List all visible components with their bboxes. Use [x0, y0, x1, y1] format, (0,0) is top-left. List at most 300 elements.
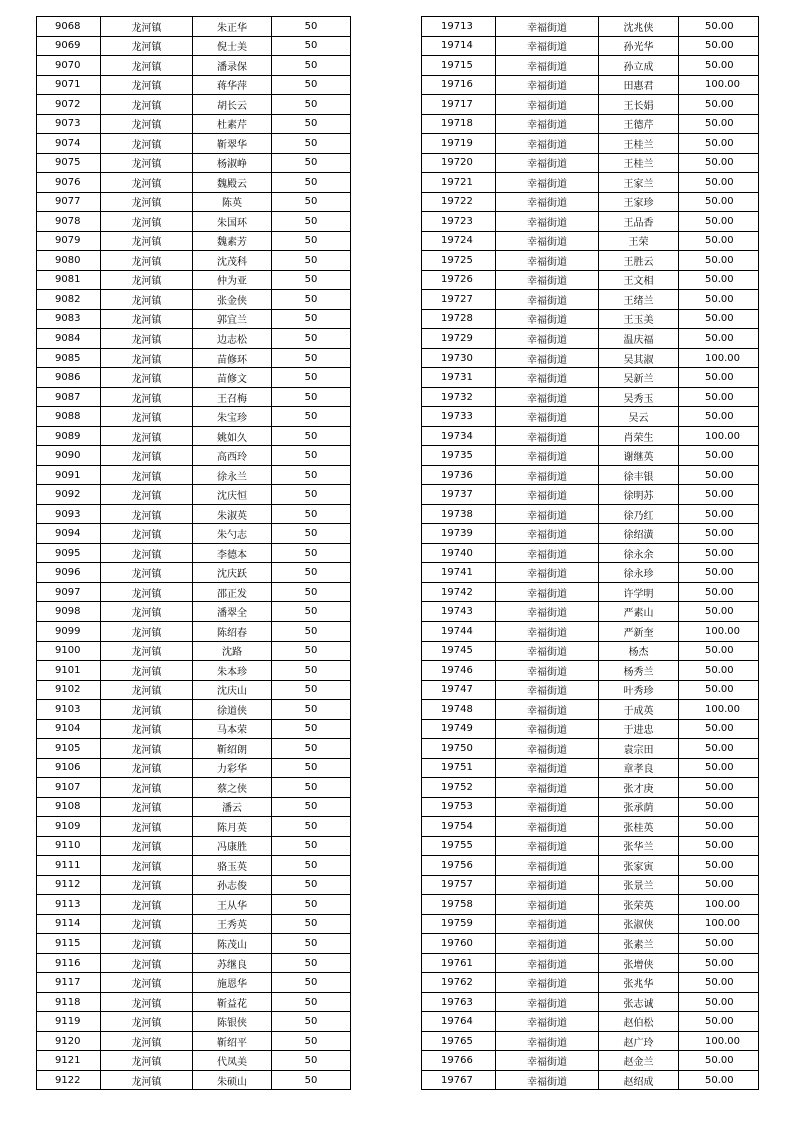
- town-cell: 龙河镇: [101, 368, 193, 388]
- amount-cell: 50.00: [679, 134, 759, 154]
- serial-number-cell: 9091: [37, 465, 101, 485]
- town-cell: 龙河镇: [101, 75, 193, 95]
- table-row: [422, 95, 759, 115]
- person-name-cell: 张兆华: [599, 973, 679, 993]
- amount-cell: 50: [272, 75, 351, 95]
- serial-number-cell: 9110: [37, 836, 101, 856]
- serial-number-cell: 19723: [422, 212, 496, 232]
- amount-cell: 50: [272, 563, 351, 583]
- serial-number-cell: 9101: [37, 661, 101, 681]
- amount-cell: 50.00: [679, 212, 759, 232]
- amount-cell: 50: [272, 114, 351, 134]
- amount-cell: 50.00: [679, 1070, 759, 1090]
- serial-number-cell: 9113: [37, 895, 101, 915]
- person-name-cell: 赵金兰: [599, 1051, 679, 1071]
- person-name-cell: 徐永余: [599, 543, 679, 563]
- amount-cell: 50: [272, 758, 351, 778]
- table-row: [37, 739, 351, 759]
- person-name-cell: 蒋华萍: [193, 75, 272, 95]
- table-row: [37, 875, 351, 895]
- amount-cell: 50.00: [679, 836, 759, 856]
- serial-number-cell: 9114: [37, 914, 101, 934]
- serial-number-cell: 19764: [422, 1012, 496, 1032]
- person-name-cell: 李德本: [193, 543, 272, 563]
- table-row: [422, 153, 759, 173]
- person-name-cell: 朱宝珍: [193, 407, 272, 427]
- town-cell: 幸福街道: [496, 36, 599, 56]
- serial-number-cell: 9077: [37, 192, 101, 212]
- serial-number-cell: 19757: [422, 875, 496, 895]
- table-row: [37, 582, 351, 602]
- table-row: [37, 95, 351, 115]
- serial-number-cell: 9103: [37, 700, 101, 720]
- serial-number-cell: 19759: [422, 914, 496, 934]
- amount-cell: 50: [272, 212, 351, 232]
- table-row: [37, 36, 351, 56]
- serial-number-cell: 19719: [422, 134, 496, 154]
- serial-number-cell: 9118: [37, 992, 101, 1012]
- table-row: [37, 504, 351, 524]
- table-row: [422, 875, 759, 895]
- table-row: [37, 641, 351, 661]
- town-cell: 幸福街道: [496, 895, 599, 915]
- serial-number-cell: 19749: [422, 719, 496, 739]
- town-cell: 龙河镇: [101, 524, 193, 544]
- table-row: [422, 797, 759, 817]
- table-row: [422, 953, 759, 973]
- amount-cell: 100.00: [679, 895, 759, 915]
- amount-cell: 50.00: [679, 368, 759, 388]
- serial-number-cell: 9079: [37, 231, 101, 251]
- serial-number-cell: 19754: [422, 817, 496, 837]
- table-row: [37, 856, 351, 876]
- person-name-cell: 温庆福: [599, 329, 679, 349]
- person-name-cell: 张承荫: [599, 797, 679, 817]
- amount-cell: 50: [272, 875, 351, 895]
- serial-number-cell: 19713: [422, 17, 496, 37]
- person-name-cell: 王长娟: [599, 95, 679, 115]
- town-cell: 幸福街道: [496, 446, 599, 466]
- person-name-cell: 代凤美: [193, 1051, 272, 1071]
- town-cell: 幸福街道: [496, 836, 599, 856]
- serial-number-cell: 19720: [422, 153, 496, 173]
- amount-cell: 50: [272, 446, 351, 466]
- table-row: [422, 36, 759, 56]
- amount-cell: 50.00: [679, 934, 759, 954]
- amount-cell: 50.00: [679, 446, 759, 466]
- table-row: [37, 817, 351, 837]
- serial-number-cell: 9081: [37, 270, 101, 290]
- table-row: [422, 719, 759, 739]
- table-row: [422, 75, 759, 95]
- town-cell: 龙河镇: [101, 212, 193, 232]
- serial-number-cell: 19735: [422, 446, 496, 466]
- person-name-cell: 赵广玲: [599, 1031, 679, 1051]
- table-row: [37, 485, 351, 505]
- table-row: [422, 212, 759, 232]
- amount-cell: 50: [272, 1012, 351, 1032]
- serial-number-cell: 9095: [37, 543, 101, 563]
- amount-cell: 50.00: [679, 543, 759, 563]
- table-row: [422, 758, 759, 778]
- table-row: [37, 973, 351, 993]
- serial-number-cell: 9086: [37, 368, 101, 388]
- person-name-cell: 魏素芳: [193, 231, 272, 251]
- town-cell: 龙河镇: [101, 758, 193, 778]
- table-row: [422, 973, 759, 993]
- amount-cell: 50.00: [679, 758, 759, 778]
- town-cell: 幸福街道: [496, 524, 599, 544]
- serial-number-cell: 19714: [422, 36, 496, 56]
- amount-cell: 50: [272, 621, 351, 641]
- amount-cell: 50: [272, 719, 351, 739]
- table-row: [422, 1051, 759, 1071]
- amount-cell: 50.00: [679, 153, 759, 173]
- town-cell: 幸福街道: [496, 621, 599, 641]
- serial-number-cell: 9069: [37, 36, 101, 56]
- table-row: [422, 485, 759, 505]
- amount-cell: 100.00: [679, 621, 759, 641]
- table-row: [422, 329, 759, 349]
- town-cell: 幸福街道: [496, 348, 599, 368]
- amount-cell: 50.00: [679, 95, 759, 115]
- amount-cell: 50.00: [679, 524, 759, 544]
- amount-cell: 50.00: [679, 36, 759, 56]
- table-row: [37, 661, 351, 681]
- person-name-cell: 骆玉英: [193, 856, 272, 876]
- town-cell: 龙河镇: [101, 173, 193, 193]
- person-name-cell: 陈英: [193, 192, 272, 212]
- town-cell: 幸福街道: [496, 134, 599, 154]
- amount-cell: 100.00: [679, 348, 759, 368]
- person-name-cell: 徐道侠: [193, 700, 272, 720]
- town-cell: 龙河镇: [101, 1031, 193, 1051]
- left-roster-table: [36, 16, 351, 1090]
- table-row: [37, 329, 351, 349]
- serial-number-cell: 9104: [37, 719, 101, 739]
- table-row: [37, 407, 351, 427]
- person-name-cell: 赵绍成: [599, 1070, 679, 1090]
- table-row: [37, 17, 351, 37]
- amount-cell: 50: [272, 524, 351, 544]
- amount-cell: 50: [272, 426, 351, 446]
- amount-cell: 50: [272, 778, 351, 798]
- table-row: [37, 114, 351, 134]
- person-name-cell: 王胜云: [599, 251, 679, 271]
- town-cell: 幸福街道: [496, 485, 599, 505]
- amount-cell: 50.00: [679, 56, 759, 76]
- amount-cell: 50: [272, 270, 351, 290]
- amount-cell: 50: [272, 387, 351, 407]
- amount-cell: 50.00: [679, 270, 759, 290]
- serial-number-cell: 19715: [422, 56, 496, 76]
- town-cell: 龙河镇: [101, 719, 193, 739]
- person-name-cell: 王绪兰: [599, 290, 679, 310]
- table-row: [37, 836, 351, 856]
- serial-number-cell: 19753: [422, 797, 496, 817]
- amount-cell: 50: [272, 797, 351, 817]
- serial-number-cell: 9098: [37, 602, 101, 622]
- amount-cell: 50.00: [679, 17, 759, 37]
- serial-number-cell: 9083: [37, 309, 101, 329]
- serial-number-cell: 19763: [422, 992, 496, 1012]
- amount-cell: 50: [272, 368, 351, 388]
- table-row: [422, 173, 759, 193]
- table-row: [37, 1070, 351, 1090]
- person-name-cell: 张增侠: [599, 953, 679, 973]
- town-cell: 龙河镇: [101, 641, 193, 661]
- serial-number-cell: 19742: [422, 582, 496, 602]
- person-name-cell: 朱国环: [193, 212, 272, 232]
- serial-number-cell: 9107: [37, 778, 101, 798]
- amount-cell: 50.00: [679, 251, 759, 271]
- person-name-cell: 朱硕山: [193, 1070, 272, 1090]
- amount-cell: 50: [272, 582, 351, 602]
- person-name-cell: 吴云: [599, 407, 679, 427]
- table-row: [37, 1051, 351, 1071]
- table-row: [422, 192, 759, 212]
- amount-cell: 50.00: [679, 114, 759, 134]
- person-name-cell: 陈月英: [193, 817, 272, 837]
- person-name-cell: 沈庆山: [193, 680, 272, 700]
- serial-number-cell: 9097: [37, 582, 101, 602]
- person-name-cell: 王家兰: [599, 173, 679, 193]
- serial-number-cell: 19748: [422, 700, 496, 720]
- table-row: [422, 290, 759, 310]
- town-cell: 龙河镇: [101, 875, 193, 895]
- table-row: [37, 309, 351, 329]
- table-row: [422, 251, 759, 271]
- amount-cell: 100.00: [679, 700, 759, 720]
- amount-cell: 50: [272, 661, 351, 681]
- town-cell: 龙河镇: [101, 114, 193, 134]
- town-cell: 幸福街道: [496, 1051, 599, 1071]
- person-name-cell: 胡长云: [193, 95, 272, 115]
- amount-cell: 50: [272, 1070, 351, 1090]
- serial-number-cell: 19729: [422, 329, 496, 349]
- table-row: [37, 1031, 351, 1051]
- town-cell: 龙河镇: [101, 836, 193, 856]
- table-row: [37, 680, 351, 700]
- town-cell: 龙河镇: [101, 309, 193, 329]
- town-cell: 幸福街道: [496, 875, 599, 895]
- person-name-cell: 王召梅: [193, 387, 272, 407]
- serial-number-cell: 9106: [37, 758, 101, 778]
- amount-cell: 50: [272, 1031, 351, 1051]
- serial-number-cell: 9072: [37, 95, 101, 115]
- person-name-cell: 沈茂科: [193, 251, 272, 271]
- table-row: [422, 407, 759, 427]
- serial-number-cell: 9076: [37, 173, 101, 193]
- town-cell: 幸福街道: [496, 1070, 599, 1090]
- town-cell: 幸福街道: [496, 270, 599, 290]
- person-name-cell: 朱正华: [193, 17, 272, 37]
- town-cell: 龙河镇: [101, 387, 193, 407]
- person-name-cell: 张桂英: [599, 817, 679, 837]
- amount-cell: 50: [272, 485, 351, 505]
- town-cell: 幸福街道: [496, 758, 599, 778]
- town-cell: 龙河镇: [101, 329, 193, 349]
- town-cell: 幸福街道: [496, 934, 599, 954]
- table-row: [422, 1012, 759, 1032]
- town-cell: 龙河镇: [101, 1070, 193, 1090]
- serial-number-cell: 9093: [37, 504, 101, 524]
- amount-cell: 50.00: [679, 173, 759, 193]
- serial-number-cell: 19756: [422, 856, 496, 876]
- table-row: [37, 465, 351, 485]
- town-cell: 龙河镇: [101, 680, 193, 700]
- table-row: [422, 778, 759, 798]
- amount-cell: 50.00: [679, 192, 759, 212]
- person-name-cell: 徐永兰: [193, 465, 272, 485]
- amount-cell: 50: [272, 348, 351, 368]
- table-row: [422, 700, 759, 720]
- serial-number-cell: 19730: [422, 348, 496, 368]
- town-cell: 龙河镇: [101, 407, 193, 427]
- person-name-cell: 潘云: [193, 797, 272, 817]
- serial-number-cell: 19755: [422, 836, 496, 856]
- person-name-cell: 杨淑峥: [193, 153, 272, 173]
- table-row: [37, 621, 351, 641]
- town-cell: 龙河镇: [101, 1051, 193, 1071]
- serial-number-cell: 9117: [37, 973, 101, 993]
- amount-cell: 50.00: [679, 992, 759, 1012]
- town-cell: 龙河镇: [101, 485, 193, 505]
- town-cell: 龙河镇: [101, 856, 193, 876]
- table-row: [422, 387, 759, 407]
- serial-number-cell: 19716: [422, 75, 496, 95]
- amount-cell: 50: [272, 56, 351, 76]
- amount-cell: 50: [272, 173, 351, 193]
- person-name-cell: 张淑侠: [599, 914, 679, 934]
- table-row: [422, 895, 759, 915]
- town-cell: 龙河镇: [101, 36, 193, 56]
- person-name-cell: 张素兰: [599, 934, 679, 954]
- serial-number-cell: 19727: [422, 290, 496, 310]
- table-row: [37, 602, 351, 622]
- table-row: [422, 368, 759, 388]
- table-row: [422, 680, 759, 700]
- serial-number-cell: 9109: [37, 817, 101, 837]
- amount-cell: 50.00: [679, 680, 759, 700]
- amount-cell: 50: [272, 407, 351, 427]
- table-row: [422, 504, 759, 524]
- person-name-cell: 潘录保: [193, 56, 272, 76]
- serial-number-cell: 9068: [37, 17, 101, 37]
- person-name-cell: 张才庚: [599, 778, 679, 798]
- town-cell: 幸福街道: [496, 543, 599, 563]
- person-name-cell: 陈绍春: [193, 621, 272, 641]
- table-row: [37, 251, 351, 271]
- town-cell: 龙河镇: [101, 231, 193, 251]
- table-row: [422, 856, 759, 876]
- town-cell: 龙河镇: [101, 992, 193, 1012]
- serial-number-cell: 19732: [422, 387, 496, 407]
- person-name-cell: 王文相: [599, 270, 679, 290]
- amount-cell: 50: [272, 309, 351, 329]
- table-row: [37, 173, 351, 193]
- serial-number-cell: 19744: [422, 621, 496, 641]
- person-name-cell: 张荣英: [599, 895, 679, 915]
- table-row: [422, 992, 759, 1012]
- table-row: [37, 524, 351, 544]
- amount-cell: 50.00: [679, 797, 759, 817]
- amount-cell: 50: [272, 134, 351, 154]
- table-row: [422, 524, 759, 544]
- town-cell: 幸福街道: [496, 739, 599, 759]
- town-cell: 幸福街道: [496, 368, 599, 388]
- person-name-cell: 章孝良: [599, 758, 679, 778]
- serial-number-cell: 19745: [422, 641, 496, 661]
- person-name-cell: 王荣: [599, 231, 679, 251]
- town-cell: 幸福街道: [496, 465, 599, 485]
- person-name-cell: 于成英: [599, 700, 679, 720]
- town-cell: 龙河镇: [101, 504, 193, 524]
- serial-number-cell: 9121: [37, 1051, 101, 1071]
- amount-cell: 50: [272, 192, 351, 212]
- amount-cell: 100.00: [679, 914, 759, 934]
- town-cell: 幸福街道: [496, 641, 599, 661]
- town-cell: 龙河镇: [101, 348, 193, 368]
- person-name-cell: 陈茂山: [193, 934, 272, 954]
- table-row: [37, 895, 351, 915]
- serial-number-cell: 9085: [37, 348, 101, 368]
- person-name-cell: 叶秀珍: [599, 680, 679, 700]
- serial-number-cell: 19761: [422, 953, 496, 973]
- town-cell: 幸福街道: [496, 231, 599, 251]
- town-cell: 幸福街道: [496, 251, 599, 271]
- town-cell: 龙河镇: [101, 17, 193, 37]
- amount-cell: 50: [272, 465, 351, 485]
- person-name-cell: 杜素芹: [193, 114, 272, 134]
- serial-number-cell: 19718: [422, 114, 496, 134]
- amount-cell: 50: [272, 602, 351, 622]
- serial-number-cell: 19762: [422, 973, 496, 993]
- serial-number-cell: 19752: [422, 778, 496, 798]
- town-cell: 幸福街道: [496, 192, 599, 212]
- person-name-cell: 王桂兰: [599, 153, 679, 173]
- person-name-cell: 边志松: [193, 329, 272, 349]
- person-name-cell: 吴秀玉: [599, 387, 679, 407]
- serial-number-cell: 19750: [422, 739, 496, 759]
- town-cell: 龙河镇: [101, 56, 193, 76]
- table-row: [37, 348, 351, 368]
- serial-number-cell: 19741: [422, 563, 496, 583]
- person-name-cell: 靳益花: [193, 992, 272, 1012]
- serial-number-cell: 19760: [422, 934, 496, 954]
- person-name-cell: 徐乃红: [599, 504, 679, 524]
- amount-cell: 50.00: [679, 1012, 759, 1032]
- amount-cell: 100.00: [679, 75, 759, 95]
- town-cell: 幸福街道: [496, 973, 599, 993]
- serial-number-cell: 19767: [422, 1070, 496, 1090]
- person-name-cell: 徐绍潢: [599, 524, 679, 544]
- person-name-cell: 许学明: [599, 582, 679, 602]
- person-name-cell: 沈兆侠: [599, 17, 679, 37]
- town-cell: 幸福街道: [496, 17, 599, 37]
- town-cell: 幸福街道: [496, 719, 599, 739]
- person-name-cell: 严素山: [599, 602, 679, 622]
- table-row: [422, 446, 759, 466]
- serial-number-cell: 19733: [422, 407, 496, 427]
- person-name-cell: 朱本珍: [193, 661, 272, 681]
- town-cell: 幸福街道: [496, 504, 599, 524]
- amount-cell: 50: [272, 543, 351, 563]
- table-row: [422, 914, 759, 934]
- town-cell: 幸福街道: [496, 426, 599, 446]
- amount-cell: 50.00: [679, 875, 759, 895]
- amount-cell: 50: [272, 95, 351, 115]
